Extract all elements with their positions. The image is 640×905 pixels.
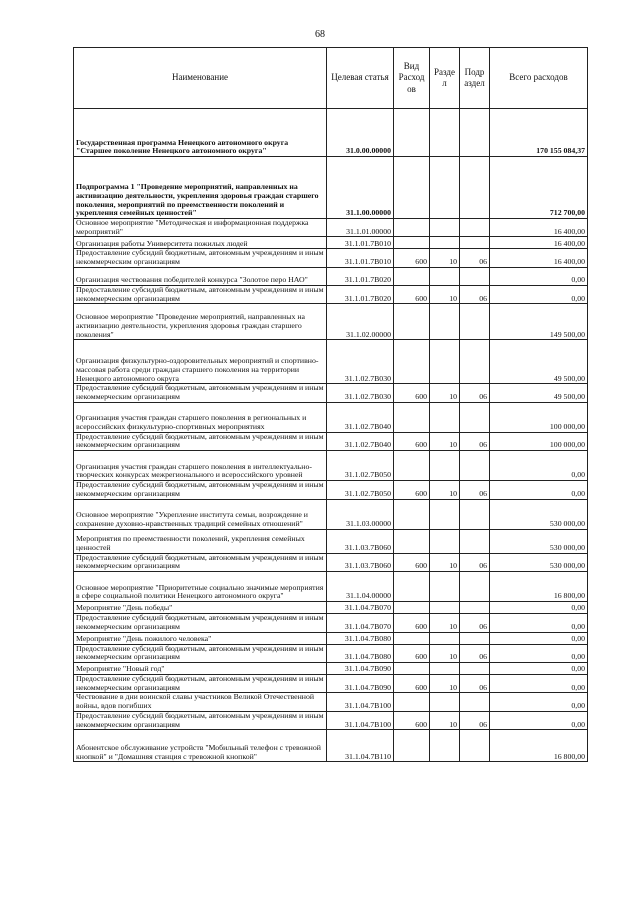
cell-name: Основное мероприятие "Приоритетные социально значимые мероприятия в сфере социальной политики Ненецкого автономного округа" bbox=[74, 572, 327, 602]
cell-podr bbox=[460, 632, 490, 644]
table-row bbox=[74, 109, 588, 157]
cell-total: 0,00 bbox=[490, 614, 588, 632]
cell-total: 16 800,00 bbox=[490, 730, 588, 762]
cell-vid: 600 bbox=[394, 711, 430, 729]
cell-name: Организация участия граждан старшего поколения в региональных и всероссийских физкультурно-спортивных мероприятиях bbox=[74, 402, 327, 432]
cell-total: 530 000,00 bbox=[490, 529, 588, 553]
cell-code: 31.1.04.7В090 bbox=[327, 662, 394, 674]
table-row bbox=[74, 632, 588, 644]
table-row bbox=[74, 267, 588, 285]
cell-podr bbox=[460, 340, 490, 384]
cell-code: 31.1.00.00000 bbox=[327, 157, 394, 219]
cell-code: 31.1.02.7В040 bbox=[327, 432, 394, 450]
cell-code: 31.1.01.7В020 bbox=[327, 267, 394, 285]
cell-razd bbox=[430, 602, 460, 614]
table-row bbox=[74, 614, 588, 632]
cell-code: 31.1.01.7В010 bbox=[327, 249, 394, 267]
cell-vid: 600 bbox=[394, 249, 430, 267]
table-row bbox=[74, 340, 588, 384]
cell-total: 16 800,00 bbox=[490, 572, 588, 602]
cell-razd bbox=[430, 157, 460, 219]
cell-razd: 10 bbox=[430, 285, 460, 303]
cell-name: Основное мероприятие "Укрепление института семьи, возрождение и сохранение духовно-нравственных традиций семейных отношений" bbox=[74, 499, 327, 529]
cell-vid bbox=[394, 602, 430, 614]
cell-vid bbox=[394, 529, 430, 553]
cell-code: 31.1.01.7В020 bbox=[327, 285, 394, 303]
cell-vid bbox=[394, 730, 430, 762]
header-vid: Вид Расход ов bbox=[394, 48, 430, 109]
cell-total: 0,00 bbox=[490, 602, 588, 614]
cell-name: Предоставление субсидий бюджетным, автономным учреждениям и иным некоммерческим организациям bbox=[74, 674, 327, 692]
cell-total: 712 700,00 bbox=[490, 157, 588, 219]
cell-razd: 10 bbox=[430, 432, 460, 450]
cell-podr bbox=[460, 109, 490, 157]
cell-code: 31.1.02.7В050 bbox=[327, 451, 394, 481]
table-row bbox=[74, 481, 588, 499]
cell-razd: 10 bbox=[430, 644, 460, 662]
cell-code: 31.1.01.00000 bbox=[327, 219, 394, 237]
cell-name: Подпрограмма 1 "Проведение мероприятий, направленных на активизацию деятельности, укрепления здоровья граждан старшего поколения, мероприятий по преемственности поколений и укрепления семейных ценностей" bbox=[74, 157, 327, 219]
cell-code: 31.1.02.7В030 bbox=[327, 340, 394, 384]
cell-code: 31.1.03.7В060 bbox=[327, 553, 394, 571]
cell-total: 16 400,00 bbox=[490, 249, 588, 267]
cell-code: 31.1.02.7В050 bbox=[327, 481, 394, 499]
table-row bbox=[74, 285, 588, 303]
cell-total: 0,00 bbox=[490, 711, 588, 729]
cell-vid bbox=[394, 109, 430, 157]
table-row bbox=[74, 711, 588, 729]
cell-name: Предоставление субсидий бюджетным, автономным учреждениям и иным некоммерческим организациям bbox=[74, 249, 327, 267]
cell-total: 0,00 bbox=[490, 644, 588, 662]
cell-podr bbox=[460, 157, 490, 219]
table-row bbox=[74, 157, 588, 219]
cell-razd bbox=[430, 693, 460, 711]
cell-code: 31.1.04.7В090 bbox=[327, 674, 394, 692]
cell-vid: 600 bbox=[394, 644, 430, 662]
cell-podr: 06 bbox=[460, 644, 490, 662]
cell-name: Предоставление субсидий бюджетным, автономным учреждениям и иным некоммерческим организациям bbox=[74, 644, 327, 662]
cell-total: 0,00 bbox=[490, 481, 588, 499]
cell-total: 0,00 bbox=[490, 693, 588, 711]
header-podr: Подр аздел bbox=[460, 48, 490, 109]
cell-vid bbox=[394, 451, 430, 481]
cell-name: Мероприятия по преемственности поколений, укрепления семейных ценностей bbox=[74, 529, 327, 553]
cell-name: Предоставление субсидий бюджетным, автономным учреждениям и иным некоммерческим организациям bbox=[74, 553, 327, 571]
cell-total: 149 500,00 bbox=[490, 304, 588, 340]
cell-vid bbox=[394, 662, 430, 674]
cell-razd bbox=[430, 499, 460, 529]
cell-code: 31.1.04.7В070 bbox=[327, 614, 394, 632]
cell-vid bbox=[394, 402, 430, 432]
cell-podr bbox=[460, 693, 490, 711]
cell-code: 31.1.04.7В080 bbox=[327, 644, 394, 662]
header-razd: Разде л bbox=[430, 48, 460, 109]
cell-razd bbox=[430, 219, 460, 237]
table-row bbox=[74, 572, 588, 602]
cell-podr bbox=[460, 662, 490, 674]
cell-total: 49 500,00 bbox=[490, 384, 588, 402]
cell-vid bbox=[394, 632, 430, 644]
cell-razd bbox=[430, 237, 460, 249]
cell-razd: 10 bbox=[430, 711, 460, 729]
cell-total: 0,00 bbox=[490, 662, 588, 674]
cell-podr: 06 bbox=[460, 285, 490, 303]
cell-name: Организация участия граждан старшего поколения в интеллектуально-творческих конкурсах межрегионального и всероссийского уровней bbox=[74, 451, 327, 481]
cell-vid bbox=[394, 693, 430, 711]
table-row bbox=[74, 529, 588, 553]
cell-podr bbox=[460, 237, 490, 249]
cell-razd: 10 bbox=[430, 674, 460, 692]
cell-total: 16 400,00 bbox=[490, 219, 588, 237]
cell-total: 530 000,00 bbox=[490, 499, 588, 529]
table-header-row bbox=[74, 48, 588, 109]
cell-name: Мероприятие "День пожилого человека" bbox=[74, 632, 327, 644]
header-total: Всего расходов bbox=[490, 48, 588, 109]
cell-code: 31.1.02.7В030 bbox=[327, 384, 394, 402]
cell-total: 16 400,00 bbox=[490, 237, 588, 249]
cell-code: 31.1.04.00000 bbox=[327, 572, 394, 602]
cell-vid: 600 bbox=[394, 553, 430, 571]
header-name: Наименование bbox=[74, 48, 327, 109]
cell-podr bbox=[460, 602, 490, 614]
cell-name: Основное мероприятие "Методическая и информационная поддержка мероприятий" bbox=[74, 219, 327, 237]
cell-name: Организация физкультурно-оздоровительных мероприятий и спортивно-массовая работа среди граждан старшего поколения на территории Ненецкого автономного округа bbox=[74, 340, 327, 384]
cell-name: Основное мероприятие "Проведение мероприятий, направленных на активизацию деятельности, укрепления здоровья граждан старшего поколения" bbox=[74, 304, 327, 340]
cell-vid bbox=[394, 237, 430, 249]
cell-total: 0,00 bbox=[490, 674, 588, 692]
cell-name: Организация чествования победителей конкурса "Золотое перо НАО" bbox=[74, 267, 327, 285]
cell-code: 31.1.04.7В100 bbox=[327, 693, 394, 711]
cell-name: Предоставление субсидий бюджетным, автономным учреждениям и иным некоммерческим организациям bbox=[74, 711, 327, 729]
cell-podr bbox=[460, 499, 490, 529]
cell-total: 170 155 084,37 bbox=[490, 109, 588, 157]
cell-code: 31.1.04.7В110 bbox=[327, 730, 394, 762]
cell-name: Организация работы Университета пожилых людей bbox=[74, 237, 327, 249]
table-row bbox=[74, 644, 588, 662]
cell-razd bbox=[430, 572, 460, 602]
cell-razd bbox=[430, 730, 460, 762]
table-row bbox=[74, 237, 588, 249]
budget-table bbox=[73, 47, 588, 762]
cell-code: 31.1.04.7В100 bbox=[327, 711, 394, 729]
cell-code: 31.1.03.00000 bbox=[327, 499, 394, 529]
cell-total: 100 000,00 bbox=[490, 432, 588, 450]
cell-razd bbox=[430, 529, 460, 553]
table-row bbox=[74, 402, 588, 432]
table-row bbox=[74, 219, 588, 237]
table-row bbox=[74, 662, 588, 674]
cell-name: Мероприятие "Новый год" bbox=[74, 662, 327, 674]
cell-total: 0,00 bbox=[490, 267, 588, 285]
cell-total: 0,00 bbox=[490, 632, 588, 644]
cell-code: 31.1.04.7В070 bbox=[327, 602, 394, 614]
header-code: Целевая статья bbox=[327, 48, 394, 109]
cell-code: 31.1.03.7В060 bbox=[327, 529, 394, 553]
cell-code: 31.1.02.00000 bbox=[327, 304, 394, 340]
cell-vid bbox=[394, 572, 430, 602]
cell-podr: 06 bbox=[460, 711, 490, 729]
table-row bbox=[74, 730, 588, 762]
cell-razd bbox=[430, 267, 460, 285]
table-row bbox=[74, 384, 588, 402]
cell-vid bbox=[394, 157, 430, 219]
cell-razd bbox=[430, 109, 460, 157]
table-row bbox=[74, 693, 588, 711]
cell-razd bbox=[430, 304, 460, 340]
table-row bbox=[74, 249, 588, 267]
table-row bbox=[74, 432, 588, 450]
cell-total: 49 500,00 bbox=[490, 340, 588, 384]
table-row bbox=[74, 499, 588, 529]
cell-name: Предоставление субсидий бюджетным, автономным учреждениям и иным некоммерческим организациям bbox=[74, 614, 327, 632]
cell-vid bbox=[394, 304, 430, 340]
cell-vid: 600 bbox=[394, 432, 430, 450]
cell-razd: 10 bbox=[430, 384, 460, 402]
cell-podr: 06 bbox=[460, 481, 490, 499]
cell-vid bbox=[394, 499, 430, 529]
cell-podr: 06 bbox=[460, 614, 490, 632]
cell-podr: 06 bbox=[460, 384, 490, 402]
cell-code: 31.0.00.00000 bbox=[327, 109, 394, 157]
table-row bbox=[74, 304, 588, 340]
cell-code: 31.1.01.7В010 bbox=[327, 237, 394, 249]
cell-vid: 600 bbox=[394, 384, 430, 402]
cell-vid bbox=[394, 219, 430, 237]
cell-name: Предоставление субсидий бюджетным, автономным учреждениям и иным некоммерческим организациям bbox=[74, 481, 327, 499]
cell-vid bbox=[394, 267, 430, 285]
cell-name: Чествование в дни воинской славы участников Великой Отечественной войны, вдов погибших bbox=[74, 693, 327, 711]
table-row bbox=[74, 674, 588, 692]
cell-razd bbox=[430, 402, 460, 432]
cell-name: Государственная программа Ненецкого автономного округа "Старшее поколение Ненецкого автономного округа" bbox=[74, 109, 327, 157]
cell-razd: 10 bbox=[430, 614, 460, 632]
cell-podr bbox=[460, 402, 490, 432]
cell-vid: 600 bbox=[394, 285, 430, 303]
page-number: 68 bbox=[315, 29, 325, 40]
cell-podr: 06 bbox=[460, 674, 490, 692]
cell-podr bbox=[460, 304, 490, 340]
cell-name: Мероприятие "День победы" bbox=[74, 602, 327, 614]
cell-vid bbox=[394, 340, 430, 384]
cell-vid: 600 bbox=[394, 674, 430, 692]
cell-vid: 600 bbox=[394, 614, 430, 632]
table-body bbox=[74, 109, 588, 762]
cell-code: 31.1.04.7В080 bbox=[327, 632, 394, 644]
cell-razd bbox=[430, 451, 460, 481]
cell-podr bbox=[460, 529, 490, 553]
table-row bbox=[74, 602, 588, 614]
table-row bbox=[74, 451, 588, 481]
cell-podr: 06 bbox=[460, 553, 490, 571]
cell-podr: 06 bbox=[460, 249, 490, 267]
cell-name: Предоставление субсидий бюджетным, автономным учреждениям и иным некоммерческим организациям bbox=[74, 384, 327, 402]
cell-podr bbox=[460, 267, 490, 285]
cell-razd: 10 bbox=[430, 553, 460, 571]
cell-razd: 10 bbox=[430, 249, 460, 267]
cell-razd bbox=[430, 340, 460, 384]
cell-razd bbox=[430, 632, 460, 644]
cell-name: Предоставление субсидий бюджетным, автономным учреждениям и иным некоммерческим организациям bbox=[74, 285, 327, 303]
cell-name: Предоставление субсидий бюджетным, автономным учреждениям и иным некоммерческим организациям bbox=[74, 432, 327, 450]
cell-total: 530 000,00 bbox=[490, 553, 588, 571]
cell-podr bbox=[460, 730, 490, 762]
cell-total: 100 000,00 bbox=[490, 402, 588, 432]
cell-razd bbox=[430, 662, 460, 674]
cell-code: 31.1.02.7В040 bbox=[327, 402, 394, 432]
cell-vid: 600 bbox=[394, 481, 430, 499]
cell-podr bbox=[460, 219, 490, 237]
cell-total: 0,00 bbox=[490, 451, 588, 481]
table-row bbox=[74, 553, 588, 571]
cell-podr bbox=[460, 451, 490, 481]
cell-podr bbox=[460, 572, 490, 602]
cell-name: Абонентское обслуживание устройств "Мобильный телефон с тревожной кнопкой" и "Домашняя станция с тревожной кнопкой" bbox=[74, 730, 327, 762]
cell-razd: 10 bbox=[430, 481, 460, 499]
cell-podr: 06 bbox=[460, 432, 490, 450]
cell-total: 0,00 bbox=[490, 285, 588, 303]
